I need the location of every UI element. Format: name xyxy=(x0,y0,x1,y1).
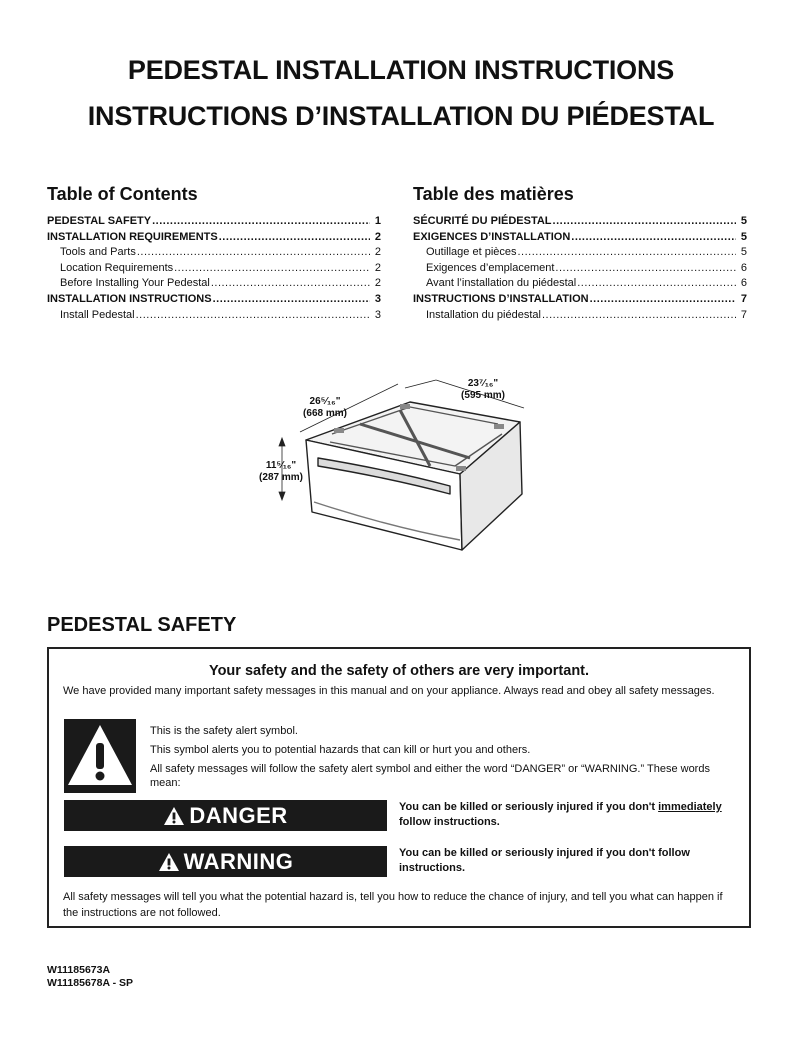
safety-footer: All safety messages will tell you what the potential hazard is, tell you how to reduce the chance of injury, and tell you what can happen if the instructions are not followed. xyxy=(63,891,723,919)
toc-entry-label: PEDESTAL SAFETY xyxy=(47,215,152,227)
danger-signal-bar xyxy=(64,800,387,831)
toc-entry-page: 5 xyxy=(740,230,747,243)
safety-alert-symbol xyxy=(64,719,136,793)
toc-entry xyxy=(413,276,747,292)
toc-entry-label: INSTRUCTIONS D’INSTALLATION xyxy=(413,292,589,305)
title-french: INSTRUCTIONS D’INSTALLATION DU PIÉDESTAL xyxy=(87,101,715,131)
toc-entry-page: 7 xyxy=(740,308,747,321)
toc-entry xyxy=(413,261,747,277)
safety-symbol-description: This is the safety alert symbol. xyxy=(150,725,298,737)
toc-entry-page: 2 xyxy=(374,230,381,243)
toc-entry-page: 6 xyxy=(740,277,747,290)
warning-label: WARNING xyxy=(183,848,294,874)
toc-entry xyxy=(413,308,747,324)
document-number-spanish: W11185678A - SP xyxy=(47,977,133,989)
toc-entry-page: 6 xyxy=(740,261,747,274)
warning-triangle-icon xyxy=(64,719,136,793)
toc-entry xyxy=(47,245,381,261)
toc-entry-label: Tools and Parts xyxy=(60,246,136,259)
toc-entry xyxy=(413,230,747,246)
toc-entry-label: Outillage et pièces xyxy=(426,246,517,259)
toc-entry xyxy=(413,245,747,261)
height-dimension xyxy=(246,460,316,484)
toc-entry xyxy=(47,214,381,230)
toc-entry-page: 5 xyxy=(740,215,747,227)
danger-description xyxy=(399,800,744,830)
toc-entry-label: Location Requirements xyxy=(60,261,174,274)
toc-entry-label: Exigences d’emplacement xyxy=(426,261,555,274)
safety-signal-words-text: All safety messages will follow the safety alert symbol and either the word “DANGER” or “WARNING.” These words mean: xyxy=(150,763,710,789)
title-english: PEDESTAL INSTALLATION INSTRUCTIONS xyxy=(127,55,675,85)
toc-entry-label: SÉCURITÉ DU PIÉDESTAL xyxy=(413,215,552,227)
toc-entry-label: INSTALLATION REQUIREMENTS xyxy=(47,230,218,243)
depth-millimeters: (668 mm) xyxy=(303,408,347,419)
width-dimension xyxy=(438,378,528,402)
toc-entry-page: 2 xyxy=(374,246,381,259)
width-millimeters: (595 mm) xyxy=(461,390,505,401)
toc-entry xyxy=(47,276,381,292)
danger-label: DANGER xyxy=(189,802,288,828)
safety-symbol-alert-text: This symbol alerts you to potential hazards that can kill or hurt you and others. xyxy=(150,744,531,756)
toc-entry-page: 7 xyxy=(740,292,747,305)
depth-dimension xyxy=(280,396,370,420)
height-inches: 11⁵⁄₁₆" xyxy=(265,460,297,471)
toc-heading-french: Table des matières xyxy=(413,184,574,204)
depth-inches: 26⁵⁄₁₆" xyxy=(309,396,341,407)
toc-entry xyxy=(413,292,747,308)
height-millimeters: (287 mm) xyxy=(259,472,303,483)
section-heading-pedestal-safety: PEDESTAL SAFETY xyxy=(47,614,237,636)
toc-entry-page: 2 xyxy=(374,277,381,290)
warning-alert-icon xyxy=(158,852,180,872)
toc-entry xyxy=(47,308,381,324)
danger-alert-icon xyxy=(163,806,185,826)
toc-entry-label: EXIGENCES D’INSTALLATION xyxy=(413,230,571,243)
danger-text-after: follow instructions. xyxy=(399,816,500,828)
pedestal-diagram xyxy=(240,362,560,562)
toc-entry-label: Avant l’installation du piédestal xyxy=(426,277,577,290)
toc-entry-page: 3 xyxy=(374,292,381,305)
toc-entry-page: 3 xyxy=(374,308,381,321)
danger-text-before: You can be killed or seriously injured if you don't xyxy=(399,801,659,813)
warning-signal-bar xyxy=(64,846,387,877)
toc-entry-label: INSTALLATION INSTRUCTIONS xyxy=(47,292,212,305)
safety-intro: We have provided many important safety messages in this manual and on your appliance. Always read and obey all safety messages. xyxy=(63,685,715,697)
toc-heading-english: Table of Contents xyxy=(47,184,198,204)
width-inches: 23⁷⁄₁₆" xyxy=(467,378,499,389)
toc-entry-label: Before Installing Your Pedestal xyxy=(60,277,210,290)
document-number: W11185673A xyxy=(47,964,111,976)
toc-entry xyxy=(47,261,381,277)
safety-message-box xyxy=(47,647,751,928)
toc-entry-page: 1 xyxy=(374,215,381,227)
toc-entry-label: Install Pedestal xyxy=(60,308,135,321)
toc-entry-page: 5 xyxy=(740,246,747,259)
table-of-contents-english xyxy=(47,184,381,323)
toc-entry-label: Installation du piédestal xyxy=(426,308,541,321)
toc-entry xyxy=(413,214,747,230)
warning-description: You can be killed or seriously injured if you don't follow instructions. xyxy=(399,847,690,874)
table-of-contents-french xyxy=(413,184,747,323)
safety-heading: Your safety and the safety of others are very important. xyxy=(208,663,590,679)
toc-entry-page: 2 xyxy=(374,261,381,274)
toc-entry xyxy=(47,230,381,246)
danger-text-emphasis: immediately xyxy=(658,801,722,813)
toc-entry xyxy=(47,292,381,308)
